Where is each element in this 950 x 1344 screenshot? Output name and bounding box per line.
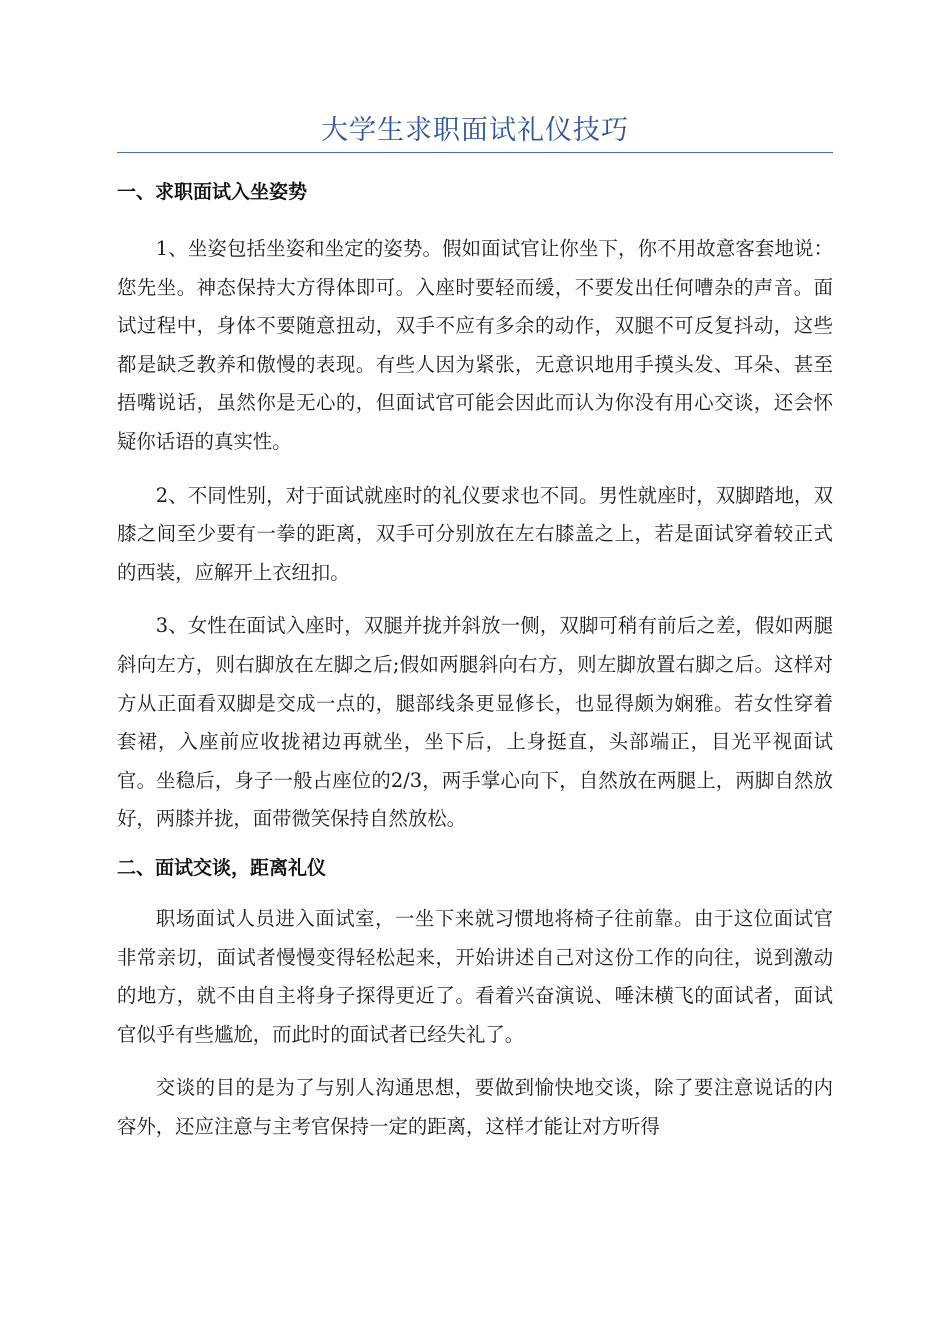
section-heading-2: 二、面试交谈，距离礼仪 <box>117 856 327 879</box>
document-page <box>117 112 833 1146</box>
document-title: 大学生求职面试礼仪技巧 <box>321 115 629 146</box>
section-heading-1: 一、求职面试入坐姿势 <box>117 181 308 203</box>
section-1-paragraph-1: 1、坐姿包括坐姿和坐定的姿势。假如面试官让你坐下，你不用故意客套地说：您先坐。神态保持大方得体即可。入座时要轻而缓，不要发出任何嘈杂的声音。面试过程中，身体不要随意扭动，双手不应有多余的动作，双腿不可反复抖动，这些都是缺乏教养和傲慢的表现。有些人因为紧张，无意识地用手摸头发、耳朵、甚至捂嘴说话，虽然你是无心的，但面试官可能会因此而认为你没有用心交谈，还会怀疑你话语的真实性。 <box>117 237 833 453</box>
section-1-paragraph-2: 2、不同性别，对于面试就座时的礼仪要求也不同。男性就座时，双脚踏地，双膝之间至少要有一拳的距离，双手可分别放在左右膝盖之上，若是面试穿着较正式的西装，应解开上衣纽扣。 <box>117 483 833 584</box>
section-2-paragraph-2: 交谈的目的是为了与别人沟通思想，要做到愉快地交谈，除了要注意说话的内容外，还应注意与主考官保持一定的距离，这样才能让对方听得 <box>117 1076 833 1138</box>
title-underline <box>117 152 833 153</box>
section-2-paragraph-1: 职场面试人员进入面试室，一坐下来就习惯地将椅子往前靠。由于这位面试官非常亲切，面试者慢慢变得轻松起来，开始讲述自己对这份工作的向往，说到激动的地方，就不由自主将身子探得更近了。看着兴奋演说、唾沫横飞的面试者，面试官似乎有些尴尬，而此时的面试者已经失礼了。 <box>117 906 833 1046</box>
section-1-paragraph-3: 3、女性在面试入座时，双腿并拢并斜放一侧，双脚可稍有前后之差，假如两腿斜向左方，则右脚放在左脚之后;假如两腿斜向右方，则左脚放置右脚之后。这样对方从正面看双脚是交成一点的，腿部线条更显修长，也显得颇为娴雅。若女性穿着套裙，入座前应收拢裙边再就坐，坐下后，上身挺直，头部端正，目光平视面试官。坐稳后，身子一般占座位的2/3，两手掌心向下，自然放在两腿上，两脚自然放好，两膝并拢，面带微笑保持自然放松。 <box>117 614 833 831</box>
